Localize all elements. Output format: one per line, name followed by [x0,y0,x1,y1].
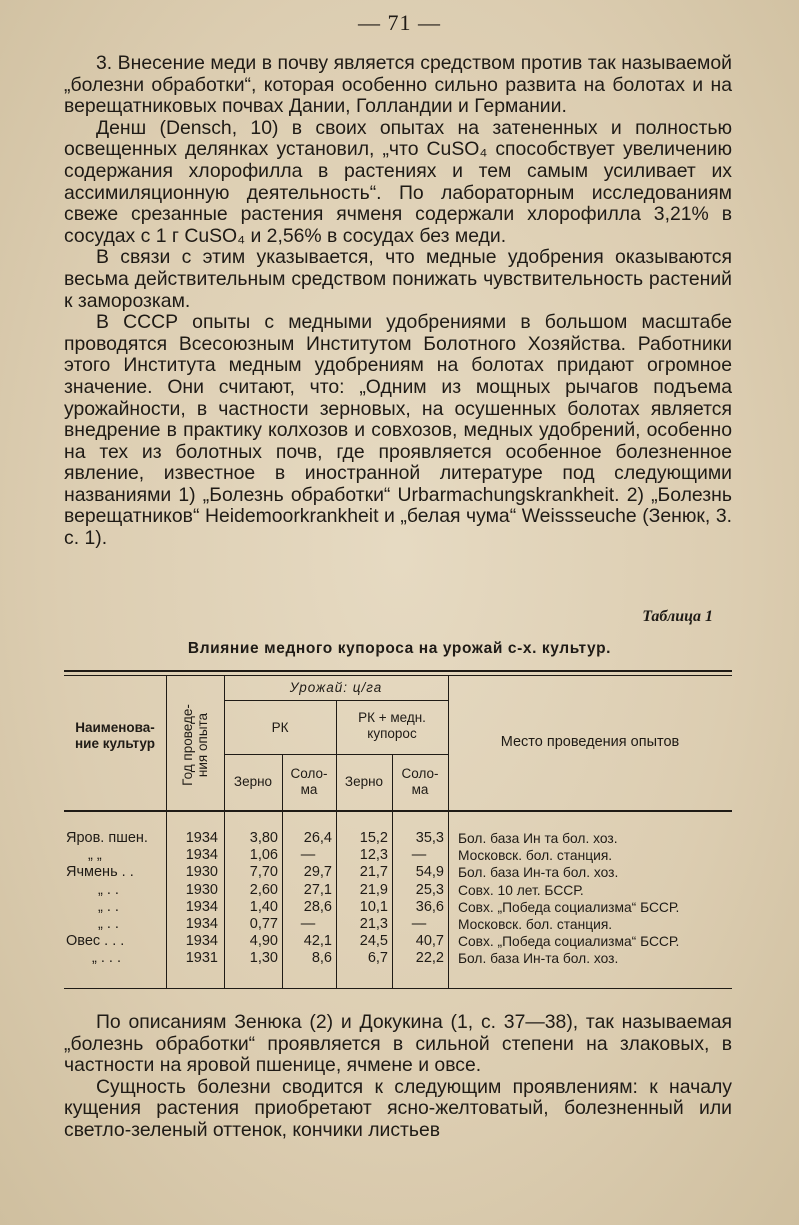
yield-table [64,670,732,990]
cell-year: 1934 [185,898,218,915]
column-crop [66,830,164,968]
cell-rk-grain: 2,60 [249,881,278,898]
cell-crop: Ячмень . . [66,864,134,881]
cell-cu-straw: — [411,915,427,932]
paragraph: В СССР опыты с медными удобрениями в большом масштабе проводятся Всесоюзным Институтом Болотного Хозяйства. Работники этого Института медным удобрениям на болотах придают огромное значение. Они считают, что: „Одним из мощных рычагов подъема урожайности, в частности зерновых, на осушенных болотах является внедрение в практику колхозов и совхозов, медных удобрений, особенно на тех из болотных почв, где проявляется особенное болезненное явление, известное в иностранной литературе под следующими названиями 1) „Болезнь обработки“ Urbarmachungskrankheit. 2) „Болезнь верещатников“ Heidemoorkrankheit и „белая чума“ Weisssеuche (Зенюк, 3. с. 1). [64,311,732,550]
cell-place: Бол. база Ин та бол. хоз. [458,831,618,846]
cell-rk-straw: 27,1 [303,881,332,898]
cell-rk-straw: 8,6 [311,950,332,967]
cell-rk-straw: 42,1 [303,933,332,950]
cell-crop: „ . . . [92,950,121,967]
cell-cu-straw: 22,2 [415,950,444,967]
cell-crop: Овес . . . [66,933,125,950]
cell-year: 1934 [185,847,218,864]
header-line [224,754,448,755]
cell-cu-straw: — [411,847,427,864]
header-rk-straw: Соло- ма [290,766,328,797]
cell-rk-grain: 1,30 [249,950,278,967]
cell-cu-grain: 15,2 [359,830,388,846]
cell-crop: „ . . [98,898,119,915]
cell-cu-grain: 10,1 [359,898,388,915]
cell-rk-grain: 7,70 [249,864,278,881]
cell-year: 1934 [185,915,218,932]
cell-cu-grain: 21,9 [359,881,388,898]
cell-year: 1930 [185,881,218,898]
cell-place: Бол. база Ин-та бол. хоз. [458,865,619,881]
header-line [224,700,448,701]
cell-year: 1934 [185,830,218,846]
cell-rk-grain: 1,40 [249,898,278,915]
column-rk-grain [226,830,278,968]
table-top-rule [64,670,732,672]
table-label: Таблица 1 [642,608,713,625]
cell-rk-grain: 3,80 [249,830,278,846]
cell-cu-grain: 12,3 [359,847,388,864]
header-rk-cu: РК + медн. купорос [358,710,426,741]
table-bottom-rule [64,988,732,989]
header-yield: Урожай: ц/га [289,680,383,695]
column-cu-grain [338,830,388,968]
cell-cu-straw: 36,6 [415,898,444,915]
header-crop: Наименова- ние культур [74,720,155,751]
header-rk: РК [271,720,289,735]
column-year [168,830,218,968]
cell-cu-straw: 25,3 [415,881,444,898]
col-divider [336,700,337,988]
header-cu-straw: Соло- ма [401,766,439,797]
cell-rk-grain: 1,06 [249,847,278,864]
header-rk-grain: Зерно [233,774,273,789]
paragraph: В связи с этим указывается, что медные удобрения оказываются весьма действительным средством понижать чувствительность растений к заморозкам. [64,246,732,312]
cell-crop: „ . . [98,915,119,932]
cell-year: 1930 [185,864,218,881]
cell-cu-straw: 35,3 [415,830,444,846]
cell-place: Совх. „Победа социализма“ БССР. [458,899,680,915]
table-caption: Влияние медного купороса на урожай с-х. культур. [187,640,612,657]
cell-place: Московск. бол. станция. [458,848,613,864]
column-place [458,830,732,968]
cell-year: 1934 [185,933,218,950]
cell-rk-grain: 0,77 [249,915,278,932]
paragraph: Денш (Densch, 10) в своих опытах на затененных и полностью освещенных делянках установил, „что CuSO₄ способствует увеличению содержания хлорофилла в растениях и тем самым усиливает их ассимиляционную деятельность“. По лабораторным исследованиям свеже срезанные растения ячменя содержали хлорофилла 3,21% в сосудах с 1 г CuSO₄ и 2,56% в сосудах без меди. [64,116,732,247]
cell-rk-straw: 29,7 [303,864,332,881]
cell-year: 1931 [185,950,218,967]
paragraph: По описаниям Зенюка (2) и Докукина (1, с. 37—38), так называемая „болезнь обработки“ проявляется в сильной степени на злаковых, в частности на яровой пшенице, ячмене и овсе. [64,1011,732,1077]
cell-place: Бол. база Ин-та бол. хоз. [458,951,619,967]
cell-crop: „ „ [88,847,102,864]
cell-cu-grain: 21,7 [359,864,388,881]
col-divider [166,676,167,988]
body-text-bottom [64,1012,732,1142]
table-header-rule [64,810,732,812]
cell-place: Московск. бол. станция. [458,916,613,932]
cell-rk-straw: 28,6 [303,898,332,915]
column-rk-straw [284,830,332,968]
col-divider [448,676,449,988]
page-number: — 71 — [358,10,441,35]
cell-crop: Яров. пшен. [66,830,148,846]
cell-crop: „ . . [98,881,119,898]
table-top-rule-thin [64,675,732,676]
cell-rk-grain: 4,90 [249,933,278,950]
cell-rk-straw: 26,4 [303,830,332,846]
header-cu-grain: Зерно [344,774,384,789]
cell-cu-grain: 6,7 [367,950,388,967]
paragraph: Сущность болезни сводится к следующим проявлениям: к началу кущения растения приобретают ясно-желтоватый, болезненный или светло-зеленый оттенок, кончики листьев [64,1075,732,1141]
paragraph: 3. Внесение меди в почву является средством против так называемой „болезни обработки“, которая особенно сильно развита на болотах и на верещатниковых почвах Дании, Голландии и Германии. [64,52,732,118]
column-cu-straw [394,830,444,968]
header-year: Год проведе- ния опыта [180,704,210,786]
cell-cu-straw: 40,7 [415,933,444,950]
cell-place: Совх. 10 лет. БССР. [458,882,584,898]
cell-cu-straw: 54,9 [415,864,444,881]
cell-cu-grain: 21,3 [359,915,388,932]
header-place: Место проведения опытов [500,734,680,750]
cell-rk-straw: — [300,915,316,932]
cell-cu-grain: 24,5 [359,933,388,950]
cell-place: Совх. „Победа социализма“ БССР. [458,934,680,950]
body-text-top [64,53,732,550]
cell-rk-straw: — [300,847,316,864]
